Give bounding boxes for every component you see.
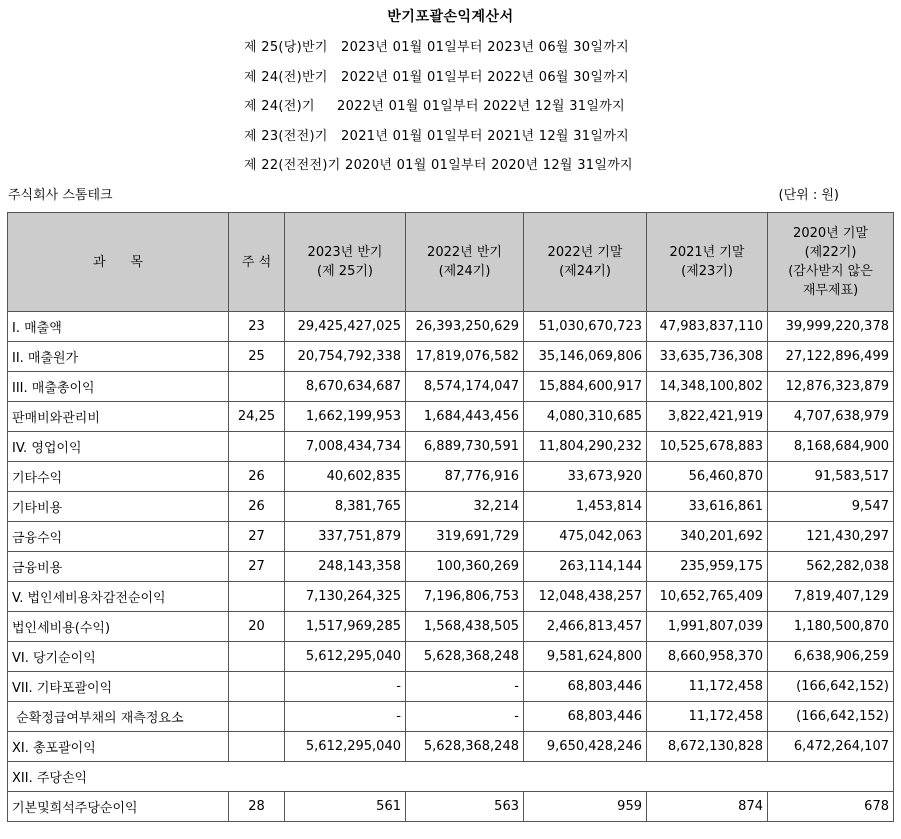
value-cell: 11,172,458	[647, 672, 768, 702]
value-cell: 27,122,896,499	[768, 342, 894, 372]
account-cell: II. 매출원가	[8, 342, 229, 372]
value-cell: 4,707,638,979	[768, 402, 894, 432]
value-cell: 100,360,269	[406, 552, 524, 582]
table-row	[8, 492, 894, 522]
table-row	[8, 522, 894, 552]
note-cell: 20	[229, 612, 285, 642]
value-cell: 5,612,295,040	[285, 732, 406, 762]
table-row	[8, 462, 894, 492]
section-row	[8, 762, 894, 792]
statement-title: 반기포괄손익계산서	[387, 9, 514, 25]
value-cell: 10,652,765,409	[647, 582, 768, 612]
note-cell: 28	[229, 792, 285, 822]
value-cell: 1,991,807,039	[647, 612, 768, 642]
value-cell: (166,642,152)	[768, 672, 894, 702]
table-row	[8, 432, 894, 462]
value-cell: 263,114,144	[524, 552, 647, 582]
period-line: 제 25(당)반기 2023년 01월 01일부터 2023년 06월 30일까지	[244, 40, 629, 55]
value-cell: 7,130,264,325	[285, 582, 406, 612]
value-cell: 7,196,806,753	[406, 582, 524, 612]
period-line: 제 23(전전)기 2021년 01월 01일부터 2021년 12월 31일까지	[244, 129, 629, 144]
value-cell: 4,080,310,685	[524, 402, 647, 432]
value-cell: 33,616,861	[647, 492, 768, 522]
value-cell: 56,460,870	[647, 462, 768, 492]
section-label: XII. 주당손익	[8, 762, 894, 792]
value-cell: 6,889,730,591	[406, 432, 524, 462]
account-cell: 법인세비용(수익)	[8, 612, 229, 642]
value-cell: 11,804,290,232	[524, 432, 647, 462]
value-cell: 340,201,692	[647, 522, 768, 552]
value-cell: 20,754,792,338	[285, 342, 406, 372]
value-cell: 319,691,729	[406, 522, 524, 552]
value-cell: 29,425,427,025	[285, 312, 406, 342]
note-cell: 27	[229, 522, 285, 552]
header-col4: 2021년 기말 (제23기)	[647, 213, 768, 312]
account-cell: 기타수익	[8, 462, 229, 492]
value-cell: 8,660,958,370	[647, 642, 768, 672]
value-cell: -	[285, 672, 406, 702]
value-cell: 1,684,443,456	[406, 402, 524, 432]
value-cell: 1,517,969,285	[285, 612, 406, 642]
value-cell: 6,472,264,107	[768, 732, 894, 762]
value-cell: 32,214	[406, 492, 524, 522]
value-cell: -	[406, 672, 524, 702]
value-cell: 91,583,517	[768, 462, 894, 492]
unit-label: (단위 : 원)	[778, 188, 839, 203]
value-cell: 561	[285, 792, 406, 822]
account-cell: 금융비용	[8, 552, 229, 582]
value-cell: 8,670,634,687	[285, 372, 406, 402]
note-cell: 26	[229, 462, 285, 492]
note-cell	[229, 432, 285, 462]
value-cell: 15,884,600,917	[524, 372, 647, 402]
table-row	[8, 372, 894, 402]
value-cell: 678	[768, 792, 894, 822]
note-cell: 26	[229, 492, 285, 522]
value-cell: 40,602,835	[285, 462, 406, 492]
value-cell: 1,568,438,505	[406, 612, 524, 642]
income-statement-table	[7, 212, 894, 822]
value-cell: 5,628,368,248	[406, 642, 524, 672]
value-cell: 235,959,175	[647, 552, 768, 582]
value-cell: 959	[524, 792, 647, 822]
header-col3: 2022년 기말 (제24기)	[524, 213, 647, 312]
company-name: 주식회사 스톰테크	[8, 188, 113, 203]
account-cell: IV. 영업이익	[8, 432, 229, 462]
table-row	[8, 702, 894, 732]
account-cell: I. 매출액	[8, 312, 229, 342]
value-cell: 33,635,736,308	[647, 342, 768, 372]
value-cell: 8,574,174,047	[406, 372, 524, 402]
note-cell: 23	[229, 312, 285, 342]
header-col2: 2022년 반기 (제24기)	[406, 213, 524, 312]
header-note: 주 석	[229, 213, 285, 312]
value-cell: 68,803,446	[524, 672, 647, 702]
header-col1: 2023년 반기 (제 25기)	[285, 213, 406, 312]
value-cell: 2,466,813,457	[524, 612, 647, 642]
value-cell: 5,612,295,040	[285, 642, 406, 672]
value-cell: 3,822,421,919	[647, 402, 768, 432]
note-cell	[229, 582, 285, 612]
note-cell: 24,25	[229, 402, 285, 432]
value-cell: 68,803,446	[524, 702, 647, 732]
table-row	[8, 402, 894, 432]
table-row	[8, 552, 894, 582]
value-cell: 121,430,297	[768, 522, 894, 552]
value-cell: 562,282,038	[768, 552, 894, 582]
value-cell: 9,650,428,246	[524, 732, 647, 762]
header-row	[8, 213, 894, 312]
table-row	[8, 342, 894, 372]
note-cell	[229, 642, 285, 672]
table-row	[8, 672, 894, 702]
header-col5: 2020년 기말 (제22기) (감사받지 않은 재무제표)	[768, 213, 894, 312]
value-cell: 1,180,500,870	[768, 612, 894, 642]
note-cell	[229, 372, 285, 402]
account-cell: 금융수익	[8, 522, 229, 552]
value-cell: 874	[647, 792, 768, 822]
table-row	[8, 732, 894, 762]
account-cell: VII. 기타포괄이익	[8, 672, 229, 702]
value-cell: 563	[406, 792, 524, 822]
account-cell: V. 법인세비용차감전순이익	[8, 582, 229, 612]
value-cell: 10,525,678,883	[647, 432, 768, 462]
value-cell: 12,876,323,879	[768, 372, 894, 402]
value-cell: 1,453,814	[524, 492, 647, 522]
header-account: 과 목	[8, 213, 229, 312]
table-row	[8, 792, 894, 822]
account-cell: III. 매출총이익	[8, 372, 229, 402]
account-cell: 순확정급여부채의 재측정요소	[8, 702, 229, 732]
value-cell: 248,143,358	[285, 552, 406, 582]
value-cell: 337,751,879	[285, 522, 406, 552]
value-cell: 5,628,368,248	[406, 732, 524, 762]
period-line: 제 22(전전전)기 2020년 01월 01일부터 2020년 12월 31일까지	[244, 158, 633, 173]
account-cell: XI. 총포괄이익	[8, 732, 229, 762]
value-cell: (166,642,152)	[768, 702, 894, 732]
account-cell: 판매비와관리비	[8, 402, 229, 432]
account-cell: VI. 당기순이익	[8, 642, 229, 672]
value-cell: 9,581,624,800	[524, 642, 647, 672]
table-row	[8, 612, 894, 642]
value-cell: 6,638,906,259	[768, 642, 894, 672]
value-cell: 1,662,199,953	[285, 402, 406, 432]
value-cell: 51,030,670,723	[524, 312, 647, 342]
table-row	[8, 582, 894, 612]
table-row	[8, 312, 894, 342]
value-cell: -	[285, 702, 406, 732]
period-line: 제 24(전)기 2022년 01월 01일부터 2022년 12월 31일까지	[244, 99, 625, 114]
period-line: 제 24(전)반기 2022년 01월 01일부터 2022년 06월 30일까지	[244, 70, 629, 85]
value-cell: 8,672,130,828	[647, 732, 768, 762]
value-cell: 14,348,100,802	[647, 372, 768, 402]
value-cell: 87,776,916	[406, 462, 524, 492]
value-cell: 39,999,220,378	[768, 312, 894, 342]
note-cell: 27	[229, 552, 285, 582]
account-cell: 기타비용	[8, 492, 229, 522]
value-cell: 17,819,076,582	[406, 342, 524, 372]
value-cell: 9,547	[768, 492, 894, 522]
account-cell: 기본및희석주당순이익	[8, 792, 229, 822]
note-cell	[229, 732, 285, 762]
value-cell: 7,819,407,129	[768, 582, 894, 612]
value-cell: 35,146,069,806	[524, 342, 647, 372]
value-cell: 7,008,434,734	[285, 432, 406, 462]
note-cell	[229, 702, 285, 732]
value-cell: 8,381,765	[285, 492, 406, 522]
value-cell: 47,983,837,110	[647, 312, 768, 342]
value-cell: 8,168,684,900	[768, 432, 894, 462]
table-body	[8, 312, 894, 822]
value-cell: 26,393,250,629	[406, 312, 524, 342]
value-cell: 12,048,438,257	[524, 582, 647, 612]
note-cell: 25	[229, 342, 285, 372]
value-cell: 475,042,063	[524, 522, 647, 552]
value-cell: -	[406, 702, 524, 732]
value-cell: 33,673,920	[524, 462, 647, 492]
value-cell: 11,172,458	[647, 702, 768, 732]
note-cell	[229, 672, 285, 702]
table-row	[8, 642, 894, 672]
